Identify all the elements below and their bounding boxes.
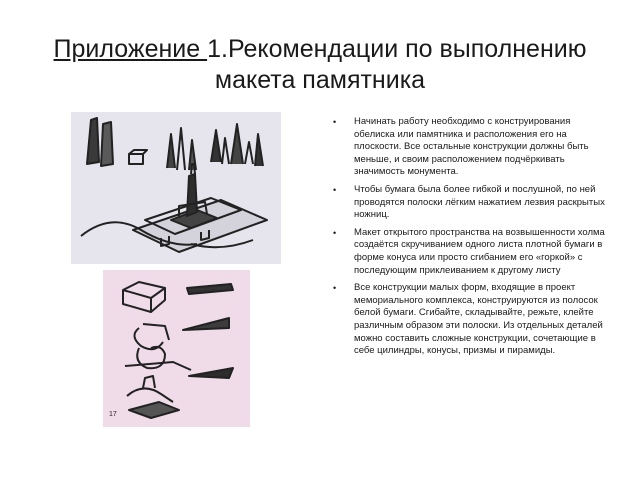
recommendations-list [330,116,610,363]
list-item [330,282,610,358]
list-item-text: Начинать работу необходимо с конструирования обелиска или памятника и расположения его на плоскости. Все остальные конструкции должны быть меньше, и своим расположением подчёркивать значимость монумента. [354,116,589,178]
monument-sketch-illustration [71,112,281,264]
list-item-text: Чтобы бумага была более гибкой и послушной, по ней проводятся полоски лёгким нажатием лезвия раскрытых ножниц. [354,183,605,221]
bullet-icon: • [333,283,337,294]
slide-title [30,34,610,96]
paper-strip-drawing [103,270,250,427]
list-item-text: Макет открытого пространства на возвышенности холма создаётся скручиванием одного листа плотной бумаги в форме конуса или просто сгибанием его «горкой» с последующим приклеиванием к другому листу [354,226,605,276]
title-line2: макета памятника [214,66,426,94]
paper-strip-constructions-illustration [103,270,250,427]
list-item [330,116,610,179]
bullet-icon: • [333,227,337,238]
monument-sketch-drawing [71,112,281,264]
bullet-icon: • [333,184,337,195]
bullet-icon: • [333,117,337,127]
list-item [330,184,610,222]
figure2-caption: 17 [109,411,117,418]
list-item-text: Все конструкции малых форм, входящие в проект мемориального комплекса, конструируются из полосок белой бумаги. Сгибайте, складывайте, режьте, клейте различным образом эти полоски. Из отдельных деталей можно составить сложные конструкции, сочетающие в себе цилиндры, конусы, призмы и пирамиды. [354,282,603,357]
title-line1: 1.Рекомендации по выполнению [207,35,587,63]
list-item [330,227,610,277]
title-appendix-label: Приложение [53,35,208,63]
